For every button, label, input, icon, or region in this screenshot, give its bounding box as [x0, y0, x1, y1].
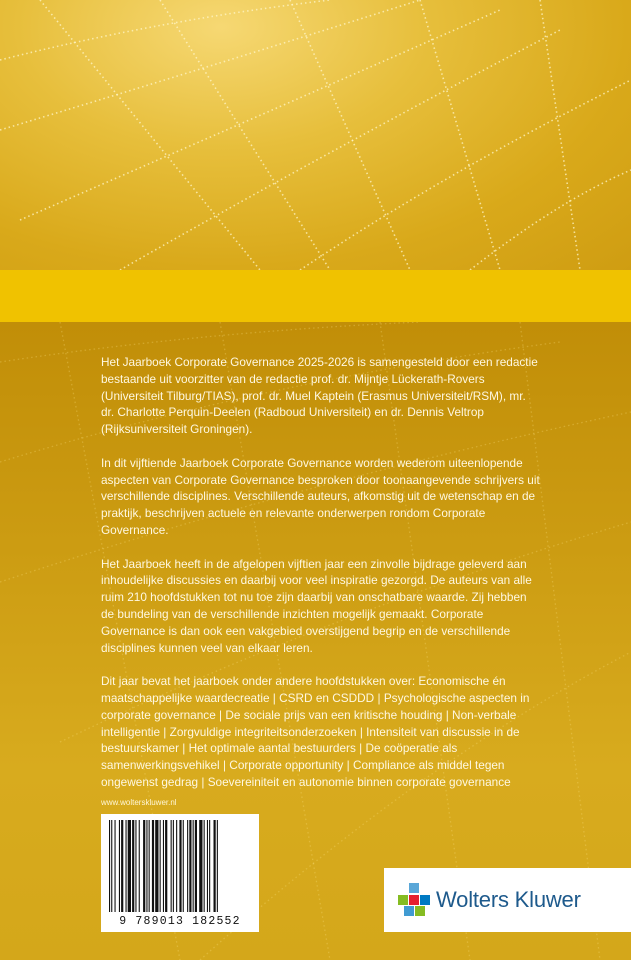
paragraph-contribution: Het Jaarboek heeft in de afgelopen vijftien jaar een zinvolle bijdrage geleverd aan inhoudelijke discussies en daarbij voor veel inspiratie gezorgd. De auteurs van alle ruim 210 hoofdstukken tot nu toe zijn daarbij van onschatbare waarde. Zij hebben de bundeling van de verschillende inzichten mogelijk gemaakt. Corporate Governance is dan ook een vakgebied overstijgend begrip en de verschillende disciplines kunnen veel van elkaar leren. — [101, 556, 532, 655]
website-url: www.wolterskluwer.nl — [101, 798, 177, 807]
yellow-band — [0, 270, 631, 322]
spiderweb-pattern-top — [0, 0, 631, 270]
wolters-kluwer-logo-icon — [398, 883, 430, 917]
paragraph-editors: Het Jaarboek Corporate Governance 2025-2026 is samengesteld door een redactie bestaande uit voorzitter van de redactie prof. dr. Mijntje Lückerath-Rovers (Universiteit Tilburg/TIAS), prof. dr. Muel Kaptein (Erasmus Universiteit/RSM), mr. dr. Charlotte Perquin-Deelen (Radboud Universiteit) en dr. Dennis Veltrop (Rijksuniversiteit Groningen). — [101, 355, 538, 437]
description-text — [101, 354, 541, 808]
publisher-name: Wolters Kluwer — [436, 887, 581, 912]
paragraph-chapters: Dit jaar bevat het jaarboek onder andere hoofdstukken over: Economische én maatschappelijke waardecreatie | CSRD en CSDDD | Psychologische aspecten in corporate governance | De sociale prijs van een kritische houding | Non-verbale intelligentie | Zorgvuldige integriteitsonderzoeken | Intensiteit van discussie in de bestuurskamer | Het optimale aantal bestuurders | De coöperatie als samenwerkingsvehikel | Corporate opportunity | Compliance als middel tegen ongewenst gedrag | Soevereiniteit en autonomie binnen corporate governance — [101, 674, 530, 789]
isbn-barcode — [101, 814, 259, 932]
paragraph-edition: In dit vijftiende Jaarboek Corporate Governance worden wederom uiteenlopende aspecten van Corporate Governance besproken door toonaangevende schrijvers uit verschillende disciplines. Verschillende auteurs, afkomstig uit de wetenschap en de praktijk, beschrijven actuele en relevante onderwerpen rondom Corporate Governance. — [101, 455, 540, 537]
barcode-icon — [107, 820, 253, 912]
publisher-logo — [384, 868, 631, 932]
barcode-number: 9 789013 182552 — [119, 915, 241, 928]
spiderweb-photo-top — [0, 0, 631, 270]
